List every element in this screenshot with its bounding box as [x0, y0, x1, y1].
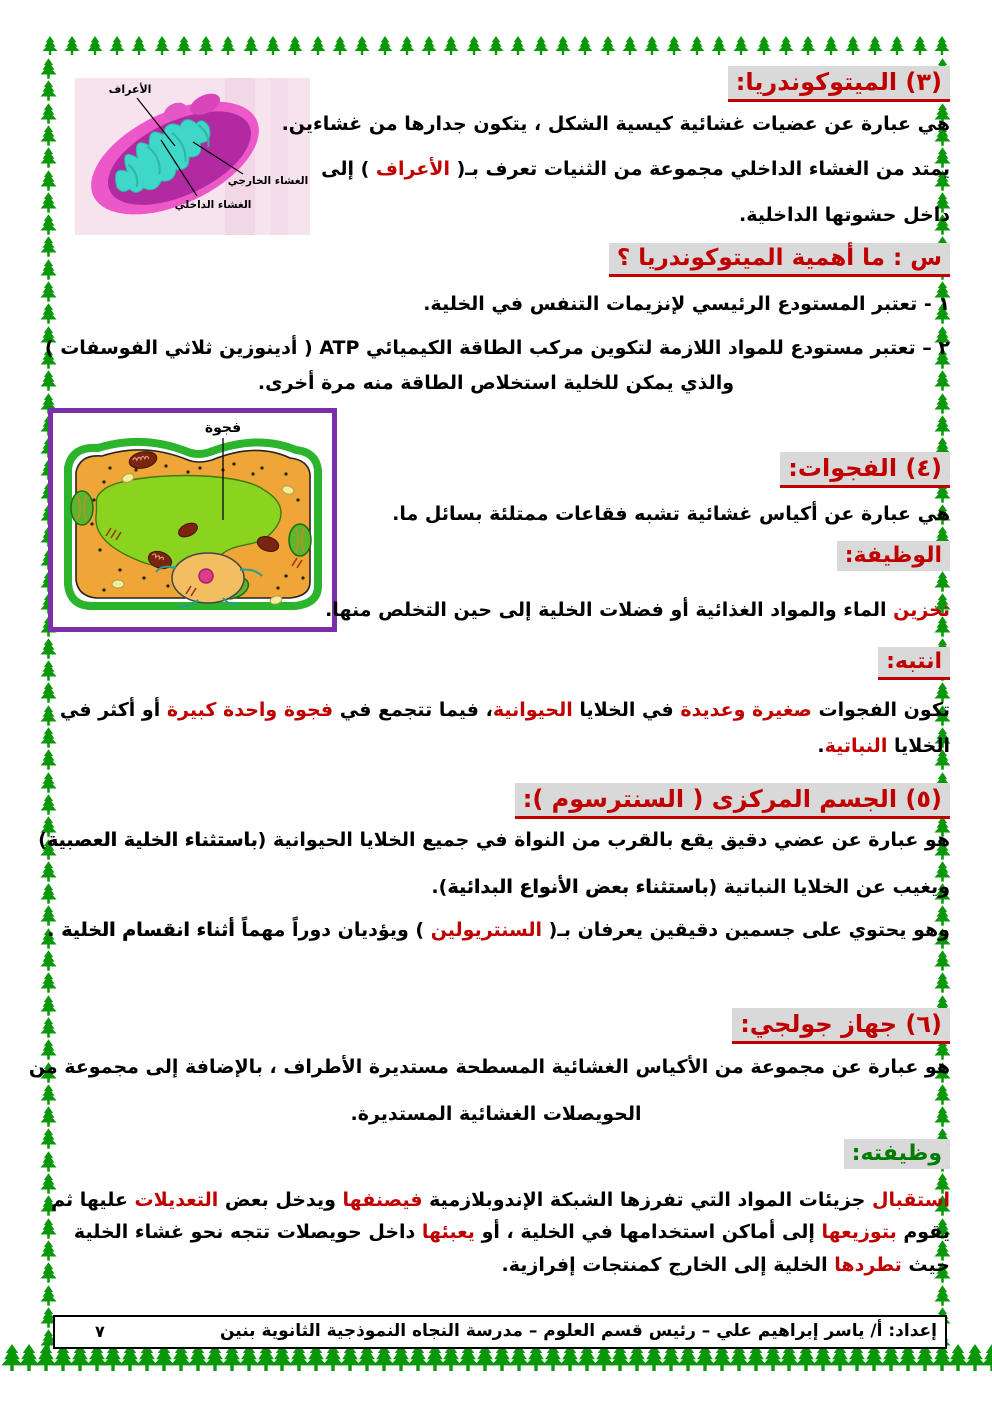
- plant-cell-figure: [48, 408, 337, 632]
- pine-tree-icon: [40, 170, 57, 191]
- vacuoles-function-line: تخزين الماء والمواد الغذائية أو فضلات الخلية إلى حين التخلص منها.: [325, 599, 950, 621]
- pine-tree-icon: [40, 236, 57, 257]
- section-heading-vacuoles: (٤) الفجوات:: [780, 452, 950, 488]
- golgi-function-line-1: استقبال جزيئات المواد التي تفرزها الشبكة الإندوبلازمية فيصنفها ويدخل بعض التعديلات عليها ثم: [51, 1189, 950, 1211]
- pine-tree-icon: [40, 794, 57, 815]
- pine-tree-icon: [40, 682, 57, 703]
- pine-tree-icon: [40, 749, 57, 770]
- pine-tree-icon: [553, 36, 573, 55]
- tree-border-top: [40, 36, 952, 56]
- pine-tree-icon: [375, 36, 395, 55]
- golgi-function-line-2: يقوم بتوزيعها إلى أماكن استخدامها في الخلية ، أو يعبئها داخل حويصلات تتجه نحو غشاء الخلية: [73, 1221, 950, 1243]
- pine-tree-icon: [40, 192, 57, 213]
- pine-tree-icon: [934, 1285, 951, 1306]
- pine-tree-icon: [40, 950, 57, 971]
- pine-tree-icon: [40, 125, 57, 146]
- pine-tree-icon: [40, 1218, 57, 1239]
- pine-tree-icon: [40, 1084, 57, 1105]
- note-line-2: الخلايا النباتية.: [817, 735, 950, 757]
- pine-tree-icon: [598, 36, 618, 55]
- pine-tree-icon: [285, 36, 305, 55]
- vacuoles-function-heading: الوظيفة:: [837, 541, 950, 571]
- tree-border-left: [40, 58, 58, 1348]
- pine-tree-icon: [85, 36, 105, 55]
- pine-tree-icon: [887, 36, 907, 55]
- section-heading-centrosome: (٥) الجسم المركزى ( السنترسوم ):: [515, 783, 950, 819]
- pine-tree-icon: [330, 36, 350, 55]
- importance-point-2-line2: والذي يمكن للخلية استخلاص الطاقة منه مرة أخرى.: [257, 372, 735, 394]
- pine-tree-icon: [40, 80, 57, 101]
- pine-tree-icon: [934, 415, 951, 436]
- section-heading-mitochondria: (٣) الميتوكوندريا:: [728, 66, 950, 102]
- mitochondria-definition-line: هي عبارة عن عضيات غشائية كيسية الشكل ، يتكون جدارها من غشاءين.: [281, 113, 950, 135]
- pine-tree-icon: [620, 36, 640, 55]
- pine-tree-icon: [241, 36, 261, 55]
- pine-tree-icon: [40, 103, 57, 124]
- pine-tree-icon: [62, 36, 82, 55]
- mitochondrion-figure: [75, 78, 310, 235]
- pine-tree-icon: [40, 259, 57, 280]
- pine-tree-icon: [40, 1240, 57, 1261]
- pine-tree-icon: [40, 660, 57, 681]
- label-cristae: الأعراف: [108, 83, 152, 96]
- mitochondria-cristae-line-cont: داخل حشوتها الداخلية.: [739, 204, 950, 226]
- vacuoles-definition: هي عبارة عن أكياس غشائية تشبه فقاعات ممتلئة بسائل ما.: [392, 503, 950, 525]
- pine-tree-icon: [40, 214, 57, 235]
- pine-tree-icon: [152, 36, 172, 55]
- mitochondria-cristae-line: يمتد من الغشاء الداخلي مجموعة من الثنيات تعرف بـ( الأعراف ) إلى: [321, 158, 950, 180]
- pine-tree-icon: [40, 36, 60, 55]
- footer-bar: [53, 1315, 947, 1349]
- centrosome-line-2: ويغيب عن الخلايا النباتية (باستثناء بعض الأنواع البدائية).: [431, 876, 950, 898]
- pine-tree-icon: [196, 36, 216, 55]
- pine-tree-icon: [934, 393, 951, 414]
- pine-tree-icon: [508, 36, 528, 55]
- pine-tree-icon: [40, 772, 57, 793]
- pine-tree-icon: [40, 1017, 57, 1038]
- pine-tree-icon: [464, 36, 484, 55]
- golgi-function-line-3: حيث تطردها الخلية إلى الخارج كمنتجات إفرازية.: [501, 1254, 950, 1276]
- pine-tree-icon: [40, 1285, 57, 1306]
- pine-tree-icon: [980, 1344, 992, 1371]
- pine-tree-icon: [308, 36, 328, 55]
- pine-tree-icon: [40, 861, 57, 882]
- pine-tree-icon: [934, 972, 951, 993]
- pine-tree-icon: [932, 36, 952, 55]
- centrosome-line-1: هو عبارة عن عضي دقيق يقع بالقرب من النواة في جميع الخلايا الحيوانية (باستثناء الخلية العصبية): [38, 829, 950, 851]
- pine-tree-icon: [40, 58, 57, 79]
- pine-tree-icon: [40, 281, 57, 302]
- pine-tree-icon: [218, 36, 238, 55]
- pine-tree-icon: [263, 36, 283, 55]
- pine-tree-icon: [441, 36, 461, 55]
- pine-tree-icon: [934, 950, 951, 971]
- label-vacuole: فجوة: [204, 420, 242, 436]
- pine-tree-icon: [40, 1128, 57, 1149]
- note-heading: انتبه:: [878, 647, 950, 680]
- pine-tree-icon: [664, 36, 684, 55]
- pine-tree-icon: [419, 36, 439, 55]
- footer-credit-text: إعداد: أ/ ياسر إبراهيم علي – رئيس قسم العلوم – مدرسة النجاه النموذجية الثانوية بنين: [220, 1321, 937, 1341]
- pine-tree-icon: [40, 303, 57, 324]
- pine-tree-icon: [934, 571, 951, 592]
- pine-tree-icon: [40, 883, 57, 904]
- pine-tree-icon: [397, 36, 417, 55]
- pine-tree-icon: [129, 36, 149, 55]
- pine-tree-icon: [531, 36, 551, 55]
- section-heading-golgi: (٦) جهاز جولجي:: [732, 1008, 950, 1044]
- pine-tree-icon: [731, 36, 751, 55]
- pine-tree-icon: [776, 36, 796, 55]
- pine-tree-icon: [40, 727, 57, 748]
- golgi-line-2: الحويصلات الغشائية المستديرة.: [350, 1103, 642, 1125]
- pine-tree-icon: [40, 1151, 57, 1172]
- pine-tree-icon: [910, 36, 930, 55]
- pine-tree-icon: [352, 36, 372, 55]
- golgi-function-heading: وظيفته:: [844, 1139, 950, 1169]
- pine-tree-icon: [798, 36, 818, 55]
- pine-tree-icon: [40, 1262, 57, 1283]
- question-heading-importance: س : ما أهمية الميتوكوندريا ؟: [609, 243, 950, 277]
- importance-point-2-line1: ٢ – تعتبر مستودع للمواد اللازمة لتكوين مركب الطاقة الكيميائي ATP ( أدينوزين ثلاثي الفوسفات ): [44, 337, 950, 359]
- pine-tree-icon: [642, 36, 662, 55]
- pine-tree-icon: [754, 36, 774, 55]
- pine-tree-icon: [107, 36, 127, 55]
- pine-tree-icon: [821, 36, 841, 55]
- pine-tree-icon: [174, 36, 194, 55]
- page-number: ٧: [95, 1322, 105, 1341]
- pine-tree-icon: [687, 36, 707, 55]
- pine-tree-icon: [575, 36, 595, 55]
- pine-tree-icon: [709, 36, 729, 55]
- pine-tree-icon: [40, 638, 57, 659]
- pine-tree-icon: [40, 995, 57, 1016]
- golgi-line-1: هو عبارة عن مجموعة من الأكياس الغشائية المسطحة مستديرة الأطراف ، بالإضافة إلى مجموعة من: [28, 1056, 950, 1078]
- pine-tree-icon: [843, 36, 863, 55]
- label-outer-membrane: الغشاء الخارجي: [227, 175, 309, 187]
- importance-point-1: ١ - تعتبر المستودع الرئيسي لإنزيمات التنفس في الخلية.: [423, 293, 950, 315]
- pine-tree-icon: [40, 705, 57, 726]
- pine-tree-icon: [40, 147, 57, 168]
- pine-tree-icon: [40, 972, 57, 993]
- pine-tree-icon: [934, 1084, 951, 1105]
- note-line-1: تكون الفجوات صغيرة وعديدة في الخلايا الحيوانية، فيما تتجمع في فجوة واحدة كبيرة أو أكثر في: [59, 699, 950, 721]
- centrosome-line-3: وهو يحتوي على جسمين دقيقين يعرفان بـ( السنتريولين ) ويؤديان دوراً مهماً أثناء انقسام الخلية .: [47, 919, 950, 941]
- label-inner-membrane: الغشاء الداخلي: [174, 199, 252, 211]
- pine-tree-icon: [865, 36, 885, 55]
- pine-tree-icon: [486, 36, 506, 55]
